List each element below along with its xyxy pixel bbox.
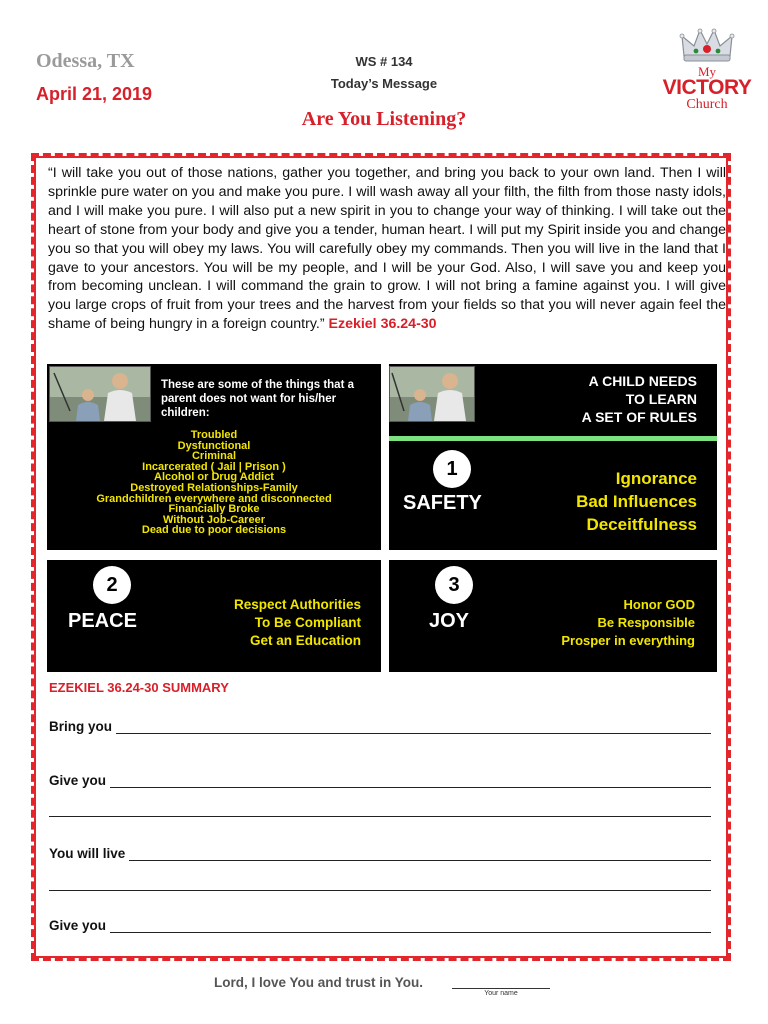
list-item: Destroyed Relationships-Family (130, 481, 298, 494)
list-item: To Be Compliant (254, 615, 361, 630)
list-item: Respect Authorities (233, 597, 361, 612)
safety-list (509, 467, 697, 536)
logo-my: My (697, 64, 717, 79)
list-item: Deceitfulness (586, 515, 697, 534)
summary-heading: EZEKIEL 36.24-30 SUMMARY (49, 680, 229, 695)
list-item: Financially Broke (168, 503, 260, 516)
heading-line: A CHILD NEEDS (588, 373, 697, 389)
list-item: Prosper in everything (561, 633, 695, 648)
logo-victory: VICTORY (662, 76, 752, 99)
date: April 21, 2019 (36, 84, 153, 104)
panel-peace (47, 560, 381, 672)
list-item: Dysfunctional (177, 439, 251, 452)
peace-label: PEACE (68, 610, 137, 632)
number-badge: 3 (435, 566, 473, 604)
panel-things-heading: These are some of the things that a parent does not want for his/her children: (161, 379, 354, 419)
answer-blank[interactable] (110, 773, 711, 788)
heading-line: A SET OF RULES (581, 409, 697, 425)
logo-church: Church (686, 97, 728, 112)
number-badge: 1 (433, 450, 471, 488)
list-item: Get an Education (249, 633, 361, 648)
heading-line: TO LEARN (625, 391, 697, 407)
list-item: Honor GOD (623, 597, 695, 612)
signature-blank[interactable] (452, 988, 550, 989)
todays-message-label: Today’s Message (330, 76, 438, 91)
panel-joy (389, 560, 717, 672)
panel-rules-heading (519, 372, 697, 426)
crown-icon (678, 26, 736, 64)
panel-things-list (47, 430, 381, 536)
prompt-label: Bring you (49, 719, 112, 734)
answer-blank[interactable] (116, 719, 711, 734)
scripture-text: “I will take you out of those nations, gather you together, and bring you back to your own land. Then I will sprinkle pure water on you and make you pure. I will wash away all your filth, the filth from those nasty idols, and I will make you pure. I will also put a new spirit in you to change your way of thinking. I will take out the heart of stone from your body and give you a tender, human heart. I will put my Spirit inside you and change you so that you will obey my laws. You will carefully obey my commands. Then you will live in the land that I gave to your ancestors. You will be my people, and I will be your God. Also, I will save you and keep you from becoming unclean. I will command the grain to grow. I will not bring a famine against you. I will give you large crops of fruit from your trees and the harvest from your fields so that you will never again feel the shame of being hungry in a foreign country.” (48, 165, 726, 333)
list-item: Dead due to poor decisions (141, 524, 287, 537)
prompt-label: Give you (49, 773, 107, 788)
father-son-photo (389, 366, 475, 422)
summary-line-bring-you[interactable] (49, 716, 711, 734)
answer-blank-line[interactable] (49, 890, 711, 891)
page-title: Are You Listening? (301, 108, 467, 130)
summary-line-give-you[interactable] (49, 770, 711, 788)
summary-line-give-you-2[interactable] (49, 915, 711, 933)
scripture-reference: Ezekiel 36.24-30 (328, 316, 437, 333)
list-item: Bad Influences (576, 492, 697, 511)
safety-label: SAFETY (403, 492, 482, 514)
answer-blank-line[interactable] (49, 816, 711, 817)
list-item: Alcohol or Drug Addict (154, 471, 274, 484)
prompt-label: Give you (49, 918, 107, 933)
location: Odessa, TX (36, 50, 135, 72)
peace-list (167, 596, 361, 650)
list-item: Criminal (191, 450, 236, 463)
panel-parent-does-not-want (47, 364, 381, 550)
divider-bar (389, 436, 717, 441)
list-item: Ignorance (615, 469, 697, 488)
prompt-label: You will live (49, 846, 126, 861)
father-son-photo (49, 366, 151, 422)
joy-list (499, 596, 695, 650)
answer-blank[interactable] (129, 846, 711, 861)
panel-child-needs-rules (389, 364, 717, 550)
number-badge: 2 (93, 566, 131, 604)
list-item: Incarcerated ( Jail | Prison ) (142, 460, 286, 473)
list-item: Grandchildren everywhere and disconnected (96, 492, 332, 505)
your-name-label: Your name (484, 990, 518, 997)
answer-blank[interactable] (110, 918, 711, 933)
worksheet-number: WS # 134 (355, 54, 413, 69)
list-item: Troubled (190, 429, 238, 441)
scripture-passage (48, 164, 726, 334)
list-item: Without Job-Career (163, 513, 265, 526)
summary-line-you-will-live[interactable] (49, 843, 711, 861)
list-item: Be Responsible (597, 615, 695, 630)
closing-prayer: Lord, I love You and trust in You. (214, 975, 424, 990)
church-logo (660, 22, 754, 132)
joy-label: JOY (429, 610, 470, 632)
